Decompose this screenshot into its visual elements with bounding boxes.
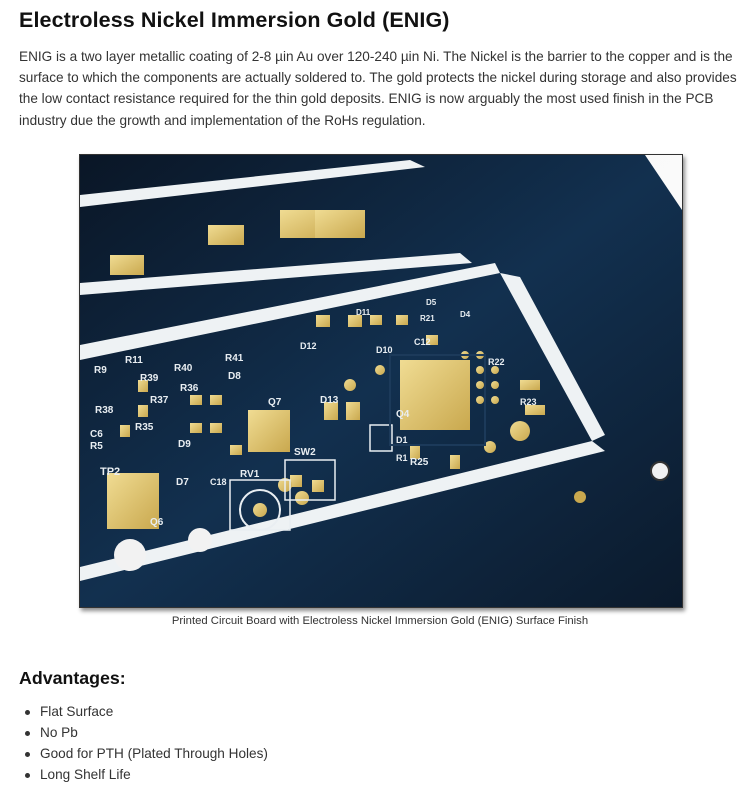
label-d9: D9: [178, 439, 191, 450]
label-d5: D5: [426, 298, 437, 307]
label-r21: R21: [420, 314, 435, 323]
label-r1: R1: [396, 453, 408, 463]
label-r5: R5: [90, 441, 103, 452]
page-title: Electroless Nickel Immersion Gold (ENIG): [19, 8, 450, 32]
figure-caption: Printed Circuit Board with Electroless Nickel Immersion Gold (ENIG) Surface Finish: [171, 615, 589, 627]
label-r37: R37: [150, 395, 169, 406]
label-d12: D12: [300, 341, 317, 351]
label-c18: C18: [210, 477, 227, 487]
list-item: Good for PTH (Plated Through Holes): [19, 744, 268, 765]
label-sw2: SW2: [294, 447, 316, 458]
pcb-illustration: [80, 155, 682, 607]
intro-paragraph: ENIG is a two layer metallic coating of 2-8 µin Au over 120-240 µin Ni. The Nickel is the barrier to the copper and is the surface to which the components are actually soldered to. The gold protects the nickel during storage and also provides the low contact resistance required for the thin gold deposits. ENIG is now arguably the most used finish in the PCB industry due the growth and implementation of the RoHs regulation.: [19, 49, 737, 128]
label-d11: D11: [356, 308, 371, 317]
label-r35: R35: [135, 422, 154, 433]
label-r22: R22: [488, 357, 505, 367]
label-r41: R41: [225, 353, 244, 364]
label-d13: D13: [320, 395, 339, 406]
advantages-list: [19, 702, 268, 786]
label-d8: D8: [228, 371, 241, 382]
list-item: Long Shelf Life: [19, 765, 268, 786]
label-q6: Q6: [150, 517, 164, 528]
label-r36: R36: [180, 383, 199, 394]
label-r9: R9: [94, 365, 107, 376]
label-d4: D4: [460, 310, 471, 319]
label-r25: R25: [410, 457, 429, 468]
label-r11: R11: [125, 355, 143, 366]
label-r23: R23: [520, 397, 537, 407]
list-item: No Pb: [19, 723, 268, 744]
advantages-heading: Advantages:: [19, 668, 126, 688]
list-item: Flat Surface: [19, 702, 268, 723]
label-r38: R38: [95, 405, 114, 416]
label-tp2: TP2: [100, 466, 121, 478]
label-d10: D10: [376, 345, 393, 355]
label-c12: C12: [414, 337, 431, 347]
label-rv1: RV1: [240, 469, 260, 480]
pcb-photo: [79, 154, 683, 608]
label-d1: D1: [396, 435, 408, 445]
label-c6: C6: [90, 429, 103, 440]
label-q7: Q7: [268, 397, 282, 408]
label-q4: Q4: [396, 409, 410, 420]
label-r40: R40: [174, 363, 193, 374]
label-d7: D7: [176, 477, 189, 488]
label-r39: R39: [140, 373, 159, 384]
